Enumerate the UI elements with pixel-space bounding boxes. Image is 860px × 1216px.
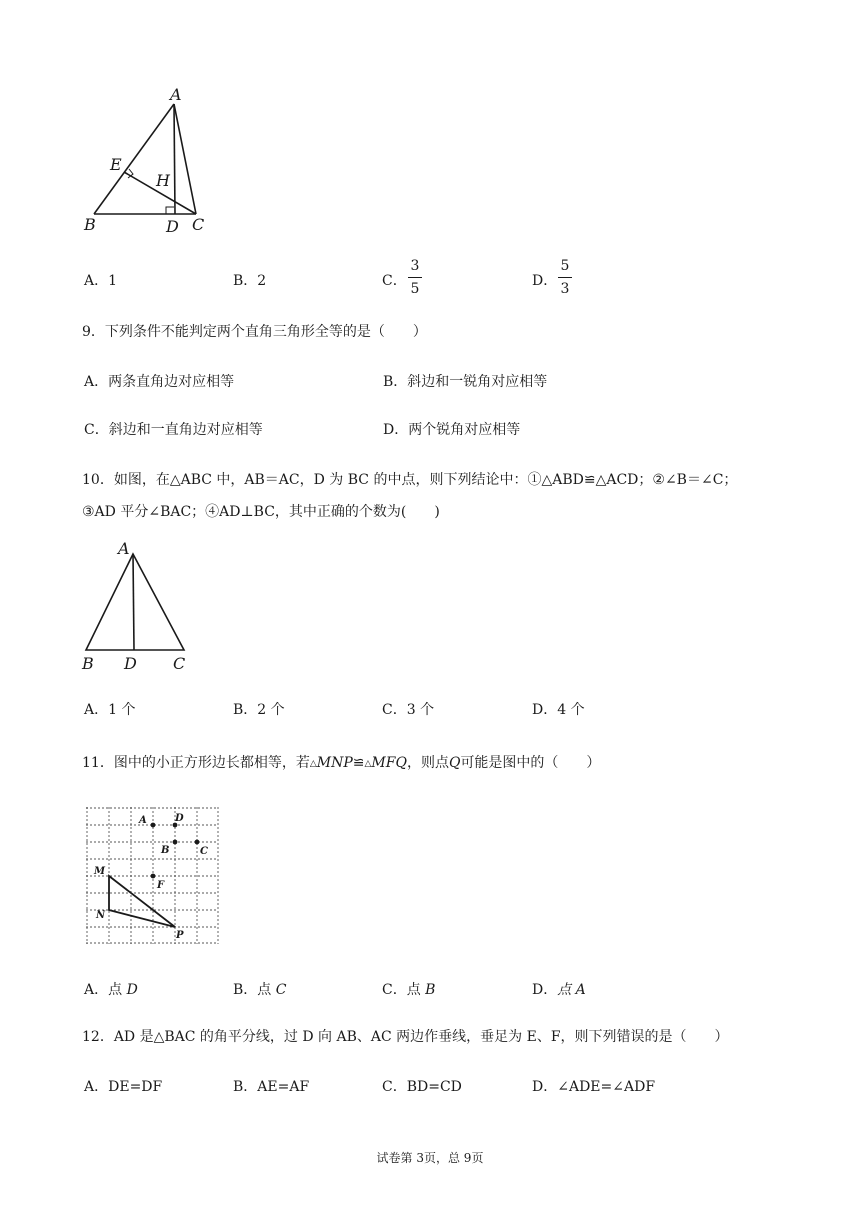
q11-option-b[interactable] [233,979,286,999]
q11-point-q: Q [448,755,461,771]
q8-label-a: A [170,85,182,104]
q8-option-c[interactable] [382,270,407,290]
q8-label-c: C [192,215,205,234]
q10-option-c[interactable] [382,699,434,719]
q11-grid-figure [86,807,220,945]
q10-option-d[interactable] [532,699,585,719]
q8-option-a[interactable] [84,270,117,290]
q12-option-d[interactable] [532,1076,655,1096]
q8-side-ac [174,104,196,214]
q10-label-a: A [118,539,130,558]
q8-option-d-fraction [555,257,575,298]
page-footer: 试卷第 3页，总 9页 [376,1151,484,1165]
q10-option-b-text: 2 个 [257,702,285,718]
q9-option-c-letter: C． [84,422,109,438]
q10-figure [78,536,198,674]
q9-option-b-letter: B． [383,374,408,390]
q10-option-a[interactable] [84,699,135,719]
q9-option-d[interactable] [383,419,520,439]
q8-option-c-denominator: 5 [410,281,420,297]
q11-point-f [151,874,156,879]
q11-option-b-point: C [275,982,287,998]
q10-option-c-letter: C． [382,702,407,718]
q8-option-b-text: 2 [257,273,267,289]
q10-stem-line1: 10．如图，在△ABC 中，AB＝AC，D 为 BC 的中点，则下列结论中：①△ABD≌△ACD；②∠B＝∠C； [82,472,738,488]
q8-figure [80,80,220,240]
q8-option-d-numerator: 5 [560,258,570,274]
q10-stem-line2: ③AD 平分∠BAC；④AD⊥BC，其中正确的个数为( ) [82,504,440,520]
q12-option-a[interactable] [84,1076,162,1096]
q11-option-d-point: 点 A [557,982,586,998]
q12-option-b-letter: B． [233,1079,258,1095]
q11-option-d-letter: D． [532,982,558,998]
q11-option-c-point: B [425,982,436,998]
q8-label-h: H [156,171,170,190]
q10-label-c: C [173,654,186,673]
q11-label-f: F [157,880,165,891]
q10-option-c-text: 3 个 [406,702,435,718]
q8-option-b-letter: B． [233,273,258,289]
q11-label-m: M [94,866,106,877]
q11-triangle-mnp [109,876,175,927]
q9-option-d-letter: D． [383,422,409,438]
q8-label-e: E [110,155,122,174]
q11-option-c-letter: C． [382,982,407,998]
q11-tri2: MFQ [371,755,407,771]
q8-option-d[interactable] [532,270,557,290]
q11-label-c: C [200,846,208,857]
q8-option-c-letter: C． [382,273,407,289]
q11-option-a-letter: A． [84,982,109,998]
q8-option-d-letter: D． [532,273,558,289]
q11-label-d: D [175,813,184,824]
q8-option-c-fraction [405,257,425,298]
q9-option-d-text: 两个锐角对应相等 [408,422,521,438]
q8-side-ab [94,104,174,214]
q11-label-b: B [161,845,170,856]
q8-option-a-text: 1 [108,273,118,289]
q11-option-c[interactable] [382,979,435,999]
q11-point-b [173,840,178,845]
q9-option-c[interactable] [84,419,263,439]
q10-option-b-letter: B． [233,702,258,718]
q11-option-a-prefix: 点 [108,982,127,998]
q10-label-d: D [124,654,137,673]
q9-option-b-text: 斜边和一锐角对应相等 [407,374,548,390]
q8-option-c-fraction-bar [408,277,422,278]
q8-option-c-numerator: 3 [410,258,420,274]
q12-option-a-letter: A． [84,1079,109,1095]
q10-label-b: B [82,654,94,673]
q8-option-d-denominator: 3 [560,281,570,297]
q10-option-d-text: 4 个 [557,702,585,718]
q12-option-a-text: DE=DF [108,1079,163,1095]
q12-stem: 12．AD 是△BAC 的角平分线，过 D 向 AB、AC 两边作垂线，垂足为 E、F，则下列错误的是（ ） [82,1029,729,1045]
q12-option-d-text: ∠ADE=∠ADF [557,1079,656,1095]
q11-option-b-letter: B． [233,982,258,998]
q9-option-b[interactable] [383,371,547,391]
q11-label-p: P [176,930,184,941]
q12-option-d-letter: D． [532,1079,558,1095]
q10-median-ad [133,554,134,650]
q12-option-c[interactable] [382,1076,462,1096]
q8-right-angle-d [166,207,174,214]
q10-option-b[interactable] [233,699,285,719]
q11-point-c [195,840,200,845]
q11-label-n: N [96,910,106,921]
q11-stem-pre: 11．图中的小正方形边长都相等，若 [82,755,310,771]
q8-label-b: B [84,215,96,234]
q9-option-a[interactable] [84,371,234,391]
q11-point-a [151,823,156,828]
q8-option-b[interactable] [233,270,266,290]
q11-option-c-prefix: 点 [406,982,426,998]
q12-option-b[interactable] [233,1076,309,1096]
q9-stem: 9．下列条件不能判定两个直角三角形全等的是（ ） [82,324,427,340]
q11-option-a[interactable] [84,979,138,999]
q8-altitude-ad [174,104,175,214]
q10-option-d-letter: D． [532,702,558,718]
q9-option-a-text: 两条直角边对应相等 [108,374,235,390]
q8-option-a-letter: A． [84,273,109,289]
q11-option-d[interactable] [532,979,586,999]
triangle-icon: △ [364,759,372,769]
q11-stem [82,752,600,772]
q11-stem-mid: ，则点 [406,755,449,771]
q12-option-b-text: AE=AF [257,1079,310,1095]
q11-cong: ≌ [352,755,365,771]
q11-option-a-point: D [126,982,138,998]
q10-option-a-text: 1 个 [108,702,136,718]
q10-triangle-abc [86,554,184,650]
q11-tri1: MNP [316,755,353,771]
triangle-icon: △ [309,759,317,769]
q11-stem-post: 可能是图中的（ ） [460,755,601,771]
q9-option-c-text: 斜边和一直角边对应相等 [108,422,263,438]
q11-option-b-prefix: 点 [257,982,276,998]
q12-option-c-text: BD=CD [406,1079,462,1095]
q9-option-a-letter: A． [84,374,109,390]
q12-option-c-letter: C． [382,1079,407,1095]
q10-option-a-letter: A． [84,702,109,718]
q8-option-d-fraction-bar [558,277,572,278]
q11-label-a: A [139,815,147,826]
q8-label-d: D [166,217,179,236]
